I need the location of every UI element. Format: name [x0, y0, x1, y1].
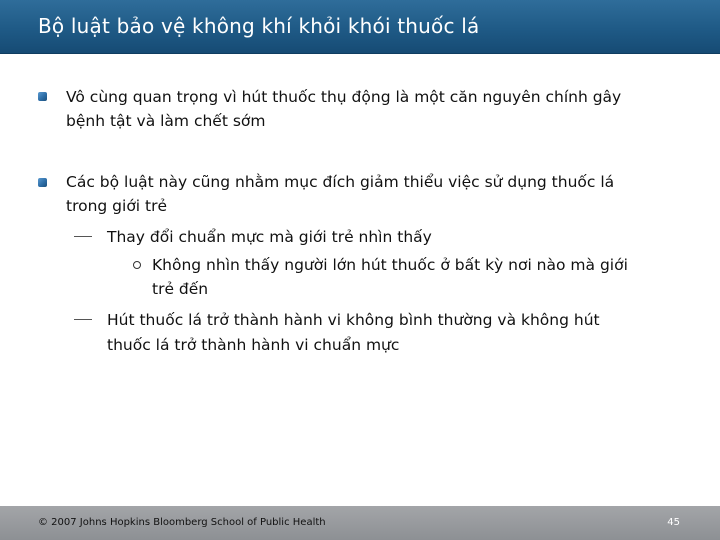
bullet-2-line-2: trong giới trẻ: [66, 197, 168, 215]
sub-sub-bullet-line-2: trẻ đến: [152, 280, 209, 298]
sub-bullet-2-line-1: Hút thuốc lá trở thành hành vi không bình thường và không hút: [107, 311, 600, 329]
circle-bullet-icon: [133, 261, 141, 269]
sub-bullet-1-line-1: Thay đổi chuẩn mực mà giới trẻ nhìn thấy: [107, 228, 432, 246]
footer-bar: [0, 506, 720, 540]
page-number: 45: [667, 517, 680, 528]
sub-sub-bullet-line-1: Không nhìn thấy người lớn hút thuốc ở bất kỳ nơi nào mà giới: [152, 256, 628, 274]
bullet-square-icon: [38, 92, 47, 101]
bullet-2-line-1: Các bộ luật này cũng nhằm mục đích giảm thiểu việc sử dụng thuốc lá: [66, 173, 615, 191]
bullet-1-line-1: Vô cùng quan trọng vì hút thuốc thụ động là một căn nguyên chính gây: [66, 88, 622, 106]
bullet-square-icon: [38, 178, 47, 187]
dash-bullet-icon: [74, 236, 92, 237]
slide-title: Bộ luật bảo vệ không khí khỏi khói thuốc lá: [38, 14, 480, 38]
title-bar: [0, 0, 720, 54]
slide-content: [0, 54, 720, 506]
footer-copyright: © 2007 Johns Hopkins Bloomberg School of Public Health: [38, 517, 326, 528]
sub-bullet-2-line-2: thuốc lá trở thành hành vi chuẩn mực: [107, 336, 400, 354]
dash-bullet-icon: [74, 319, 92, 320]
bullet-1-line-2: bệnh tật và làm chết sớm: [66, 112, 266, 130]
